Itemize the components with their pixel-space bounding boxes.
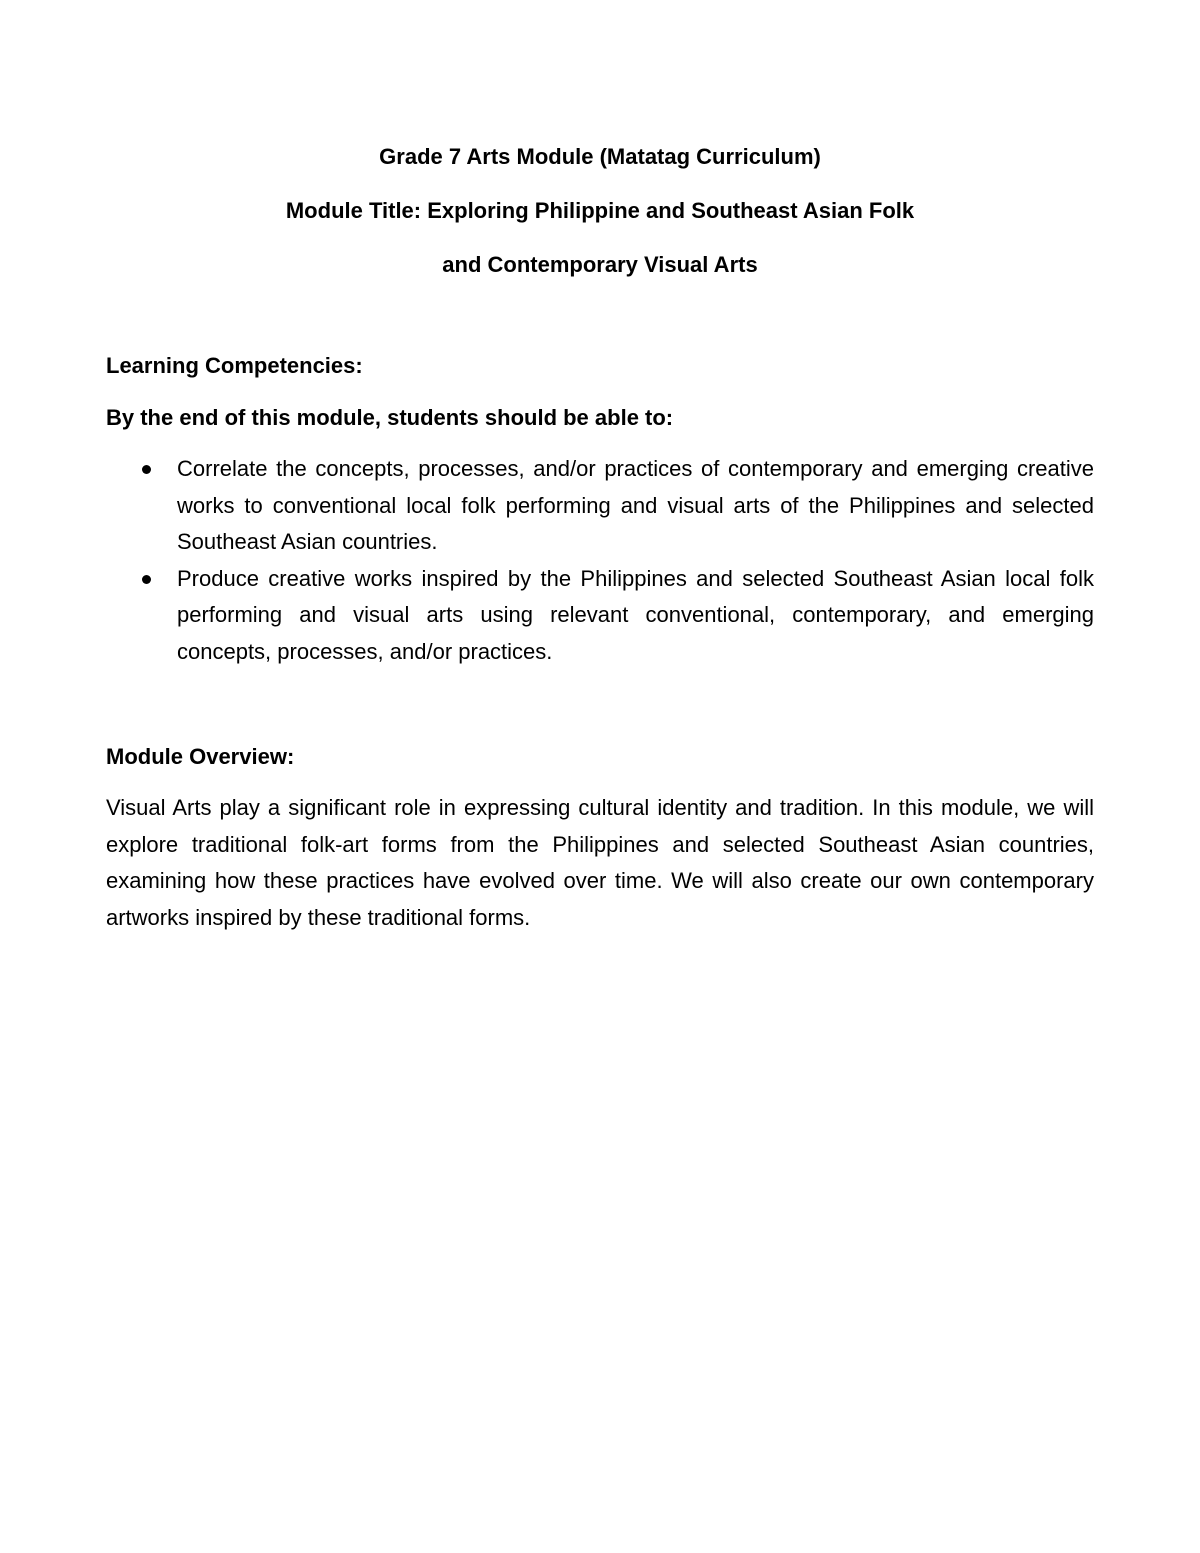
bullet-icon <box>142 575 151 584</box>
competency-text: Correlate the concepts, processes, and/or practices of contemporary and emerging creative works to conventional local folk performing and visual arts of the Philippines and selected Southeast Asian countries. <box>177 456 1094 554</box>
list-item <box>106 561 1094 671</box>
document-title: Grade 7 Arts Module (Matatag Curriculum) <box>379 144 821 169</box>
title-block <box>0 142 1200 304</box>
module-overview-heading: Module Overview: <box>106 744 295 769</box>
module-overview-text: Visual Arts play a significant role in expressing cultural identity and tradition. In this module, we will explore traditional folk-art forms from the Philippines and selected Southeast Asian countries, examining how these practices have evolved over time. We will also create our own contemporary artworks inspired by these traditional forms. <box>106 795 1094 930</box>
document-body <box>106 351 1094 936</box>
competency-text: Produce creative works inspired by the Philippines and selected Southeast Asian local folk performing and visual arts using relevant conventional, contemporary, and emerging concepts, processes, and/or practices. <box>177 565 1094 664</box>
module-title: Module Title: Exploring Philippine and Southeast Asian Folk <box>285 198 915 223</box>
competencies-list <box>106 451 1094 670</box>
module-title-continued: and Contemporary Visual Arts <box>442 252 758 277</box>
list-item <box>106 451 1094 561</box>
competencies-lead: By the end of this module, students should be able to: <box>106 405 674 430</box>
learning-competencies-heading: Learning Competencies: <box>106 353 363 378</box>
bullet-icon <box>142 465 151 474</box>
